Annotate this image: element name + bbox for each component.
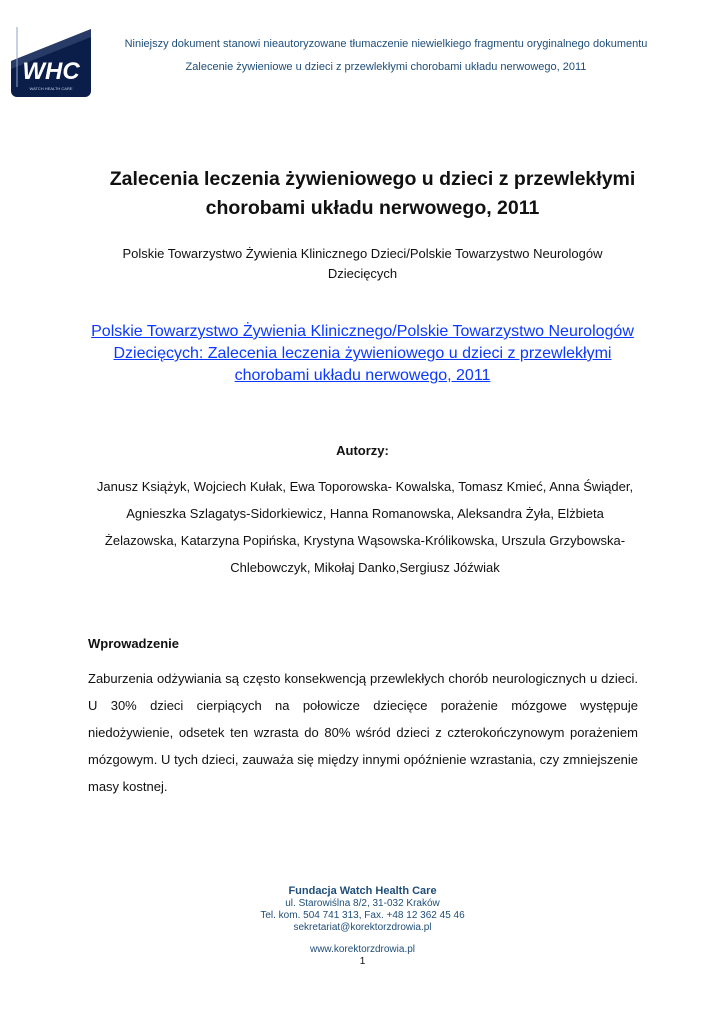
page-number: 1 xyxy=(359,956,366,967)
authors-list: Janusz Książyk, Wojciech Kułak, Ewa Toporowska- Kowalska, Tomasz Kmieć, Anna Świąder, Agnieszka Szlagatys-Sidorkiewicz, Hanna Romanowska, Aleksandra Żyła, Elżbieta Żelazowska, Katarzyna Popińska, Krystyna Wąsowska-Królikowska, Urszula Grzybowska- Chlebowczyk, Mikołaj Danko,Sergiusz Jóźwiak xyxy=(96,479,634,575)
footer-address: ul. Starowiślna 8/2, 31-032 Kraków xyxy=(285,898,440,909)
logo-subtext: WATCH HEALTH CARE xyxy=(29,86,73,91)
document-title: Zalecenia leczenia żywieniowego u dzieci z przewlekłymi chorobami układu nerwowego, 2011 xyxy=(109,168,636,219)
intro-paragraph: Zaburzenia odżywiania są często konsekwencją przewlekłych chorób neurologicznych u dzieci. U 30% dzieci cierpiących na połowicze dziecięce porażenie mózgowe występuje niedożywienie, odsetek ten wzrasta do 80% wśród dzieci z czterokończynowym porażeniem mózgowym. U tych dzieci, zauważa się między innymi opóźnienie wzrastania, czy zmniejszenie masy kostnej. xyxy=(88,671,638,794)
header-disclaimer: Niniejszy dokument stanowi nieautoryzowane tłumaczenie niewielkiego fragmentu oryginalnego dokumentu xyxy=(124,38,648,50)
logo-text: WHC xyxy=(22,58,80,85)
header-document-name: Zalecenie żywieniowe u dzieci z przewlekłymi chorobami układu nerwowego, 2011 xyxy=(185,61,587,73)
authors-heading: Autorzy: xyxy=(336,443,389,458)
footer-website[interactable]: www.korektorzdrowia.pl xyxy=(309,944,416,955)
whc-logo-icon xyxy=(11,17,91,97)
footer-phone: Tel. kom. 504 741 313, Fax. +48 12 362 45 46 xyxy=(260,910,465,921)
document-subtitle: Polskie Towarzystwo Żywienia Klinicznego Dzieci/Polskie Towarzystwo Neurologów Dziecięcych xyxy=(122,246,603,281)
whc-logo xyxy=(11,17,91,97)
intro-heading: Wprowadzenie xyxy=(88,636,180,651)
source-link[interactable]: Polskie Towarzystwo Żywienia Klinicznego/Polskie Towarzystwo Neurologów Dziecięcych: Zalecenia leczenia żywieniowego u dzieci z przewlekłymi chorobami układu nerwowego, 2011 xyxy=(91,323,634,384)
footer-email[interactable]: sekretariat@korektorzdrowia.pl xyxy=(293,922,432,933)
footer-org: Fundacja Watch Health Care xyxy=(288,885,437,897)
page-footer xyxy=(160,884,565,956)
